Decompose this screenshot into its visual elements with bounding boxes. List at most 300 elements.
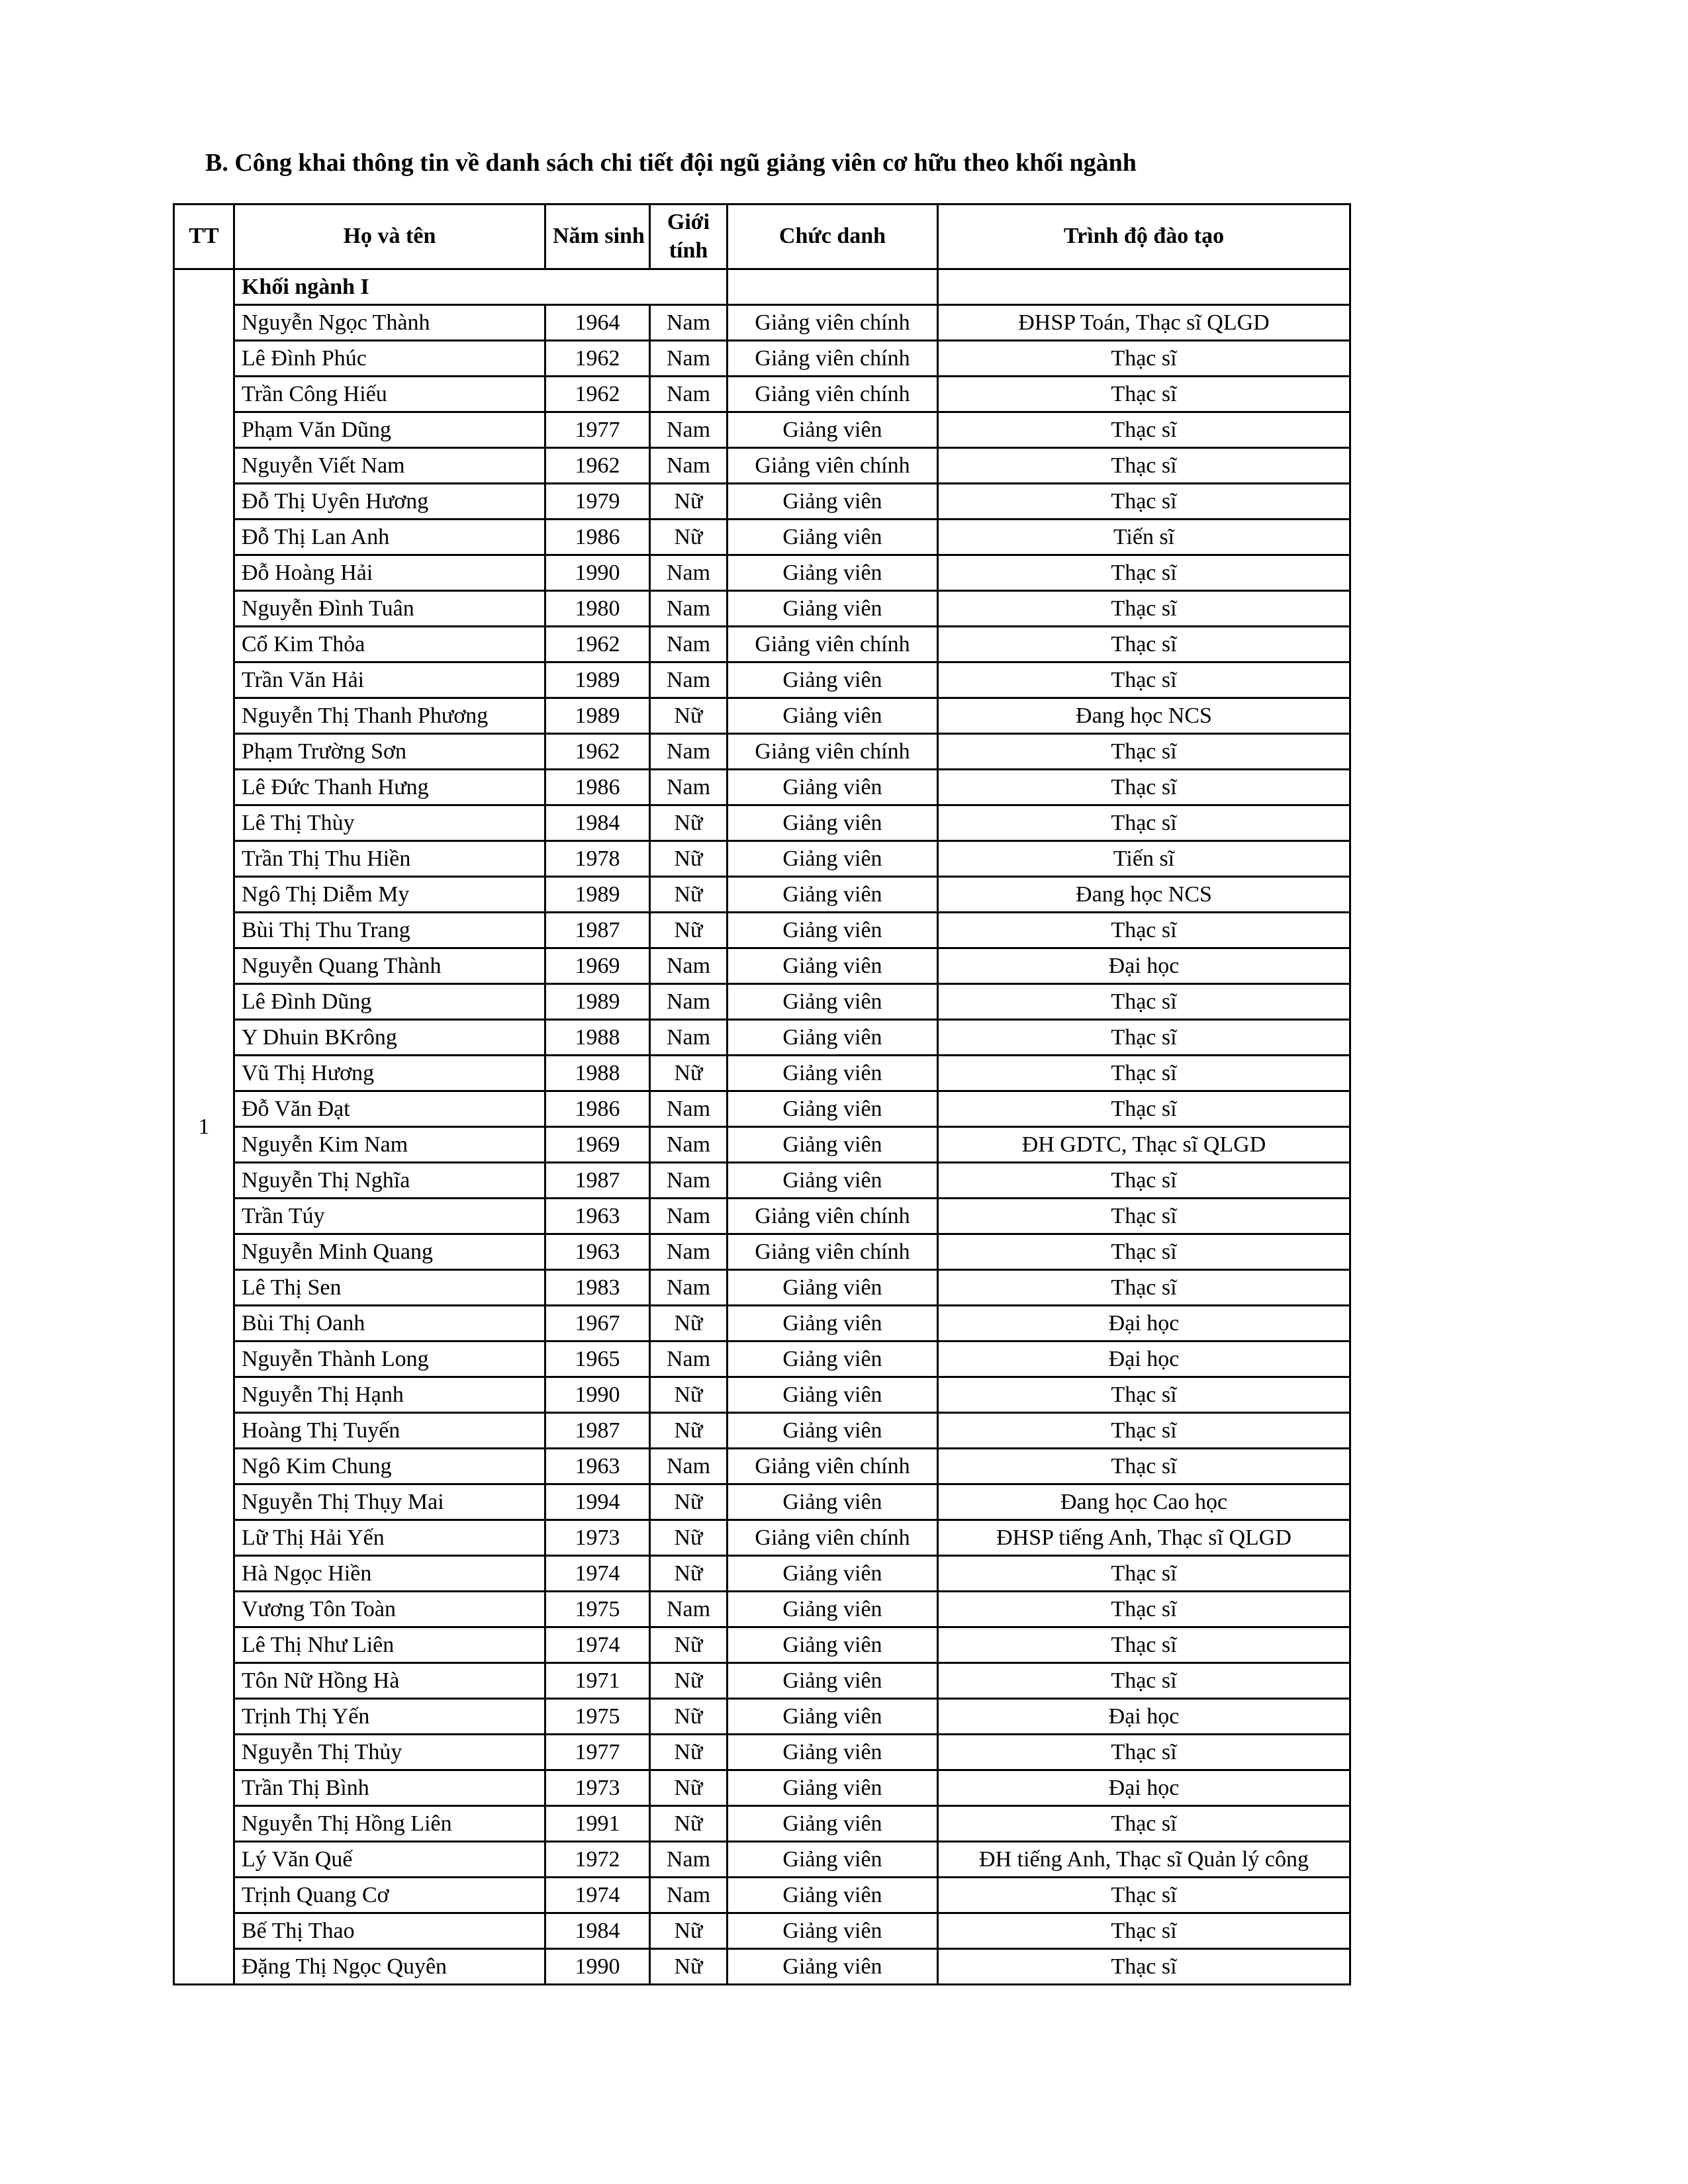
cell-job-title: Giảng viên <box>727 698 938 734</box>
cell-birth-year: 1962 <box>545 448 650 484</box>
cell-degree: Đang học NCS <box>938 698 1350 734</box>
cell-gender: Nữ <box>650 1949 727 1985</box>
cell-degree: Thạc sĩ <box>938 984 1350 1020</box>
cell-birth-year: 1989 <box>545 877 650 913</box>
cell-gender: Nam <box>650 1163 727 1199</box>
cell-birth-year: 1965 <box>545 1342 650 1377</box>
table-row <box>174 1592 1350 1627</box>
cell-gender: Nữ <box>650 1627 727 1663</box>
cell-gender: Nam <box>650 1842 727 1878</box>
cell-birth-year: 1979 <box>545 484 650 520</box>
staff-table <box>173 203 1351 1985</box>
cell-birth-year: 1990 <box>545 1949 650 1985</box>
cell-degree: ĐH tiếng Anh, Thạc sĩ Quản lý công <box>938 1842 1350 1878</box>
cell-job-title: Giảng viên chính <box>727 1520 938 1556</box>
cell-birth-year: 1980 <box>545 591 650 627</box>
cell-birth-year: 1986 <box>545 1091 650 1127</box>
cell-degree: Thạc sĩ <box>938 1556 1350 1592</box>
table-row <box>174 1556 1350 1592</box>
cell-gender: Nam <box>650 984 727 1020</box>
cell-name: Nguyễn Thị Hồng Liên <box>234 1806 545 1842</box>
cell-job-title: Giảng viên chính <box>727 305 938 341</box>
section-empty-cell <box>727 269 938 305</box>
table-row <box>174 1699 1350 1735</box>
cell-name: Nguyễn Thị Thụy Mai <box>234 1484 545 1520</box>
cell-birth-year: 1994 <box>545 1484 650 1520</box>
cell-job-title: Giảng viên chính <box>727 734 938 770</box>
table-row <box>174 1020 1350 1056</box>
section-row <box>174 269 1350 305</box>
cell-birth-year: 1987 <box>545 913 650 948</box>
cell-gender: Nữ <box>650 698 727 734</box>
cell-name: Lê Thị Thùy <box>234 805 545 841</box>
cell-gender: Nữ <box>650 1913 727 1949</box>
cell-name: Nguyễn Thị Thanh Phương <box>234 698 545 734</box>
cell-name: Lê Đình Dũng <box>234 984 545 1020</box>
cell-degree: Thạc sĩ <box>938 1020 1350 1056</box>
table-row <box>174 1878 1350 1913</box>
cell-job-title: Giảng viên <box>727 520 938 555</box>
cell-job-title: Giảng viên chính <box>727 1199 938 1234</box>
table-row <box>174 805 1350 841</box>
cell-gender: Nam <box>650 662 727 698</box>
cell-job-title: Giảng viên <box>727 1806 938 1842</box>
cell-birth-year: 1974 <box>545 1556 650 1592</box>
cell-birth-year: 1975 <box>545 1699 650 1735</box>
cell-degree: Thạc sĩ <box>938 1806 1350 1842</box>
cell-degree: Thạc sĩ <box>938 734 1350 770</box>
table-header <box>174 205 1350 269</box>
cell-name: Lê Đình Phúc <box>234 341 545 377</box>
cell-degree: Thạc sĩ <box>938 1234 1350 1270</box>
cell-birth-year: 1969 <box>545 948 650 984</box>
cell-degree: Thạc sĩ <box>938 484 1350 520</box>
table-row <box>174 1770 1350 1806</box>
cell-birth-year: 1974 <box>545 1627 650 1663</box>
cell-birth-year: 1990 <box>545 555 650 591</box>
cell-gender: Nữ <box>650 1520 727 1556</box>
cell-birth-year: 1988 <box>545 1020 650 1056</box>
cell-name: Tôn Nữ Hồng Hà <box>234 1663 545 1699</box>
header-row <box>174 205 1350 269</box>
cell-name: Nguyễn Viết Nam <box>234 448 545 484</box>
cell-gender: Nam <box>650 555 727 591</box>
table-row <box>174 1056 1350 1091</box>
cell-gender: Nữ <box>650 1484 727 1520</box>
cell-degree: Thạc sĩ <box>938 1627 1350 1663</box>
cell-name: Nguyễn Kim Nam <box>234 1127 545 1163</box>
col-header-title: Chức danh <box>727 205 938 269</box>
cell-name: Lữ Thị Hải Yến <box>234 1520 545 1556</box>
cell-job-title: Giảng viên <box>727 1306 938 1342</box>
cell-gender: Nam <box>650 1234 727 1270</box>
table-row <box>174 662 1350 698</box>
cell-gender: Nam <box>650 627 727 662</box>
cell-birth-year: 1973 <box>545 1770 650 1806</box>
table-row <box>174 591 1350 627</box>
table-row <box>174 1342 1350 1377</box>
cell-job-title: Giảng viên <box>727 591 938 627</box>
table-row <box>174 1377 1350 1413</box>
cell-gender: Nữ <box>650 841 727 877</box>
table-row <box>174 948 1350 984</box>
cell-gender: Nữ <box>650 1377 727 1413</box>
cell-job-title: Giảng viên <box>727 1699 938 1735</box>
table-row <box>174 984 1350 1020</box>
cell-birth-year: 1963 <box>545 1449 650 1484</box>
section-number: 1 <box>174 269 234 1985</box>
cell-job-title: Giảng viên chính <box>727 1449 938 1484</box>
cell-birth-year: 1975 <box>545 1592 650 1627</box>
cell-birth-year: 1977 <box>545 412 650 448</box>
cell-birth-year: 1967 <box>545 1306 650 1342</box>
cell-name: Đặng Thị Ngọc Quyên <box>234 1949 545 1985</box>
cell-job-title: Giảng viên chính <box>727 341 938 377</box>
cell-name: Đỗ Thị Uyên Hương <box>234 484 545 520</box>
cell-gender: Nam <box>650 734 727 770</box>
cell-birth-year: 1963 <box>545 1234 650 1270</box>
cell-gender: Nữ <box>650 805 727 841</box>
cell-degree: Thạc sĩ <box>938 591 1350 627</box>
table-row <box>174 305 1350 341</box>
cell-degree: Thạc sĩ <box>938 1449 1350 1484</box>
cell-job-title: Giảng viên <box>727 877 938 913</box>
cell-gender: Nam <box>650 1270 727 1306</box>
cell-job-title: Giảng viên <box>727 1163 938 1199</box>
cell-birth-year: 1983 <box>545 1270 650 1306</box>
table-row <box>174 770 1350 805</box>
cell-job-title: Giảng viên <box>727 1413 938 1449</box>
table-row <box>174 877 1350 913</box>
cell-birth-year: 1969 <box>545 1127 650 1163</box>
cell-name: Trần Văn Hải <box>234 662 545 698</box>
cell-degree: Thạc sĩ <box>938 913 1350 948</box>
cell-gender: Nam <box>650 1199 727 1234</box>
cell-gender: Nam <box>650 770 727 805</box>
cell-gender: Nam <box>650 1091 727 1127</box>
cell-degree: Thạc sĩ <box>938 1413 1350 1449</box>
cell-birth-year: 1978 <box>545 841 650 877</box>
table-row <box>174 1842 1350 1878</box>
cell-gender: Nữ <box>650 1056 727 1091</box>
cell-name: Nguyễn Ngọc Thành <box>234 305 545 341</box>
table-body <box>174 269 1350 1985</box>
cell-degree: ĐH GDTC, Thạc sĩ QLGD <box>938 1127 1350 1163</box>
cell-job-title: Giảng viên <box>727 1913 938 1949</box>
cell-name: Nguyễn Đình Tuân <box>234 591 545 627</box>
cell-job-title: Giảng viên <box>727 1842 938 1878</box>
cell-gender: Nữ <box>650 1806 727 1842</box>
table-row <box>174 698 1350 734</box>
cell-degree: Thạc sĩ <box>938 1592 1350 1627</box>
cell-name: Lê Đức Thanh Hưng <box>234 770 545 805</box>
table-row <box>174 412 1350 448</box>
cell-name: Trịnh Thị Yến <box>234 1699 545 1735</box>
table-row <box>174 1484 1350 1520</box>
cell-birth-year: 1991 <box>545 1806 650 1842</box>
table-row <box>174 520 1350 555</box>
cell-gender: Nữ <box>650 484 727 520</box>
cell-degree: Thạc sĩ <box>938 555 1350 591</box>
cell-gender: Nam <box>650 1127 727 1163</box>
table-row <box>174 734 1350 770</box>
col-header-gender-line2: tính <box>669 238 708 263</box>
table-row <box>174 1627 1350 1663</box>
cell-gender: Nam <box>650 1592 727 1627</box>
cell-name: Trần Công Hiếu <box>234 377 545 412</box>
cell-name: Trịnh Quang Cơ <box>234 1878 545 1913</box>
table-row <box>174 1913 1350 1949</box>
cell-job-title: Giảng viên <box>727 913 938 948</box>
cell-degree: ĐHSP tiếng Anh, Thạc sĩ QLGD <box>938 1520 1350 1556</box>
cell-gender: Nam <box>650 948 727 984</box>
table-row <box>174 1735 1350 1770</box>
cell-job-title: Giảng viên chính <box>727 377 938 412</box>
table-row <box>174 555 1350 591</box>
cell-degree: ĐHSP Toán, Thạc sĩ QLGD <box>938 305 1350 341</box>
cell-name: Bùi Thị Thu Trang <box>234 913 545 948</box>
table-row <box>174 1306 1350 1342</box>
cell-gender: Nữ <box>650 1556 727 1592</box>
table-row <box>174 1091 1350 1127</box>
cell-name: Nguyễn Thị Thủy <box>234 1735 545 1770</box>
cell-name: Cổ Kim Thỏa <box>234 627 545 662</box>
cell-birth-year: 1989 <box>545 698 650 734</box>
cell-name: Đỗ Văn Đạt <box>234 1091 545 1127</box>
cell-name: Nguyễn Thị Hạnh <box>234 1377 545 1413</box>
cell-degree: Thạc sĩ <box>938 412 1350 448</box>
table-row <box>174 841 1350 877</box>
cell-gender: Nam <box>650 1342 727 1377</box>
cell-name: Lê Thị Như Liên <box>234 1627 545 1663</box>
table-row <box>174 1234 1350 1270</box>
cell-degree: Thạc sĩ <box>938 627 1350 662</box>
cell-degree: Thạc sĩ <box>938 448 1350 484</box>
page-heading: B. Công khai thông tin về danh sách chi tiết đội ngũ giảng viên cơ hữu theo khối ngành <box>205 149 1137 177</box>
cell-name: Hoàng Thị Tuyến <box>234 1413 545 1449</box>
cell-gender: Nữ <box>650 1770 727 1806</box>
cell-birth-year: 1962 <box>545 734 650 770</box>
cell-job-title: Giảng viên <box>727 1556 938 1592</box>
cell-job-title: Giảng viên <box>727 1770 938 1806</box>
cell-degree: Thạc sĩ <box>938 1091 1350 1127</box>
cell-birth-year: 1973 <box>545 1520 650 1556</box>
cell-job-title: Giảng viên <box>727 1484 938 1520</box>
cell-job-title: Giảng viên <box>727 555 938 591</box>
cell-job-title: Giảng viên <box>727 1377 938 1413</box>
cell-birth-year: 1977 <box>545 1735 650 1770</box>
cell-job-title: Giảng viên <box>727 662 938 698</box>
cell-birth-year: 1962 <box>545 341 650 377</box>
cell-name: Trần Thị Bình <box>234 1770 545 1806</box>
cell-name: Vũ Thị Hương <box>234 1056 545 1091</box>
cell-birth-year: 1962 <box>545 377 650 412</box>
cell-name: Ngô Kim Chung <box>234 1449 545 1484</box>
cell-gender: Nữ <box>650 1413 727 1449</box>
cell-degree: Thạc sĩ <box>938 341 1350 377</box>
cell-name: Y Dhuin BKrông <box>234 1020 545 1056</box>
cell-gender: Nam <box>650 412 727 448</box>
cell-gender: Nam <box>650 591 727 627</box>
cell-degree: Thạc sĩ <box>938 1377 1350 1413</box>
col-header-gender <box>650 205 727 269</box>
cell-job-title: Giảng viên <box>727 412 938 448</box>
col-header-tt: TT <box>174 205 234 269</box>
cell-gender: Nam <box>650 1878 727 1913</box>
cell-job-title: Giảng viên <box>727 1735 938 1770</box>
cell-job-title: Giảng viên <box>727 1127 938 1163</box>
cell-gender: Nam <box>650 1449 727 1484</box>
cell-name: Nguyễn Quang Thành <box>234 948 545 984</box>
cell-degree: Đại học <box>938 1770 1350 1806</box>
cell-job-title: Giảng viên chính <box>727 1234 938 1270</box>
col-header-gender-line1: Giới <box>667 210 710 234</box>
cell-job-title: Giảng viên <box>727 1020 938 1056</box>
col-header-name: Họ và tên <box>234 205 545 269</box>
cell-name: Trần Thị Thu Hiền <box>234 841 545 877</box>
cell-name: Nguyễn Minh Quang <box>234 1234 545 1270</box>
col-header-year: Năm sinh <box>545 205 650 269</box>
cell-job-title: Giảng viên <box>727 1627 938 1663</box>
cell-name: Lý Văn Quế <box>234 1842 545 1878</box>
cell-degree: Đang học Cao học <box>938 1484 1350 1520</box>
cell-job-title: Giảng viên <box>727 1342 938 1377</box>
cell-birth-year: 1984 <box>545 805 650 841</box>
table-row <box>174 913 1350 948</box>
cell-name: Phạm Văn Dũng <box>234 412 545 448</box>
cell-name: Nguyễn Thị Nghĩa <box>234 1163 545 1199</box>
cell-gender: Nữ <box>650 1663 727 1699</box>
table-row <box>174 1163 1350 1199</box>
table-row <box>174 1949 1350 1985</box>
cell-job-title: Giảng viên <box>727 805 938 841</box>
cell-gender: Nam <box>650 377 727 412</box>
cell-gender: Nam <box>650 341 727 377</box>
cell-birth-year: 1987 <box>545 1413 650 1449</box>
cell-degree: Thạc sĩ <box>938 1163 1350 1199</box>
table-row <box>174 1199 1350 1234</box>
cell-job-title: Giảng viên <box>727 1270 938 1306</box>
cell-gender: Nam <box>650 1020 727 1056</box>
table-row <box>174 1270 1350 1306</box>
table-row <box>174 377 1350 412</box>
cell-degree: Tiến sĩ <box>938 841 1350 877</box>
table-row <box>174 1806 1350 1842</box>
cell-name: Ngô Thị Diễm My <box>234 877 545 913</box>
cell-birth-year: 1989 <box>545 662 650 698</box>
cell-job-title: Giảng viên <box>727 1592 938 1627</box>
col-header-degree: Trình độ đào tạo <box>938 205 1350 269</box>
cell-degree: Đại học <box>938 1699 1350 1735</box>
cell-birth-year: 1988 <box>545 1056 650 1091</box>
cell-gender: Nữ <box>650 520 727 555</box>
cell-degree: Thạc sĩ <box>938 1199 1350 1234</box>
cell-job-title: Giảng viên <box>727 1091 938 1127</box>
table-row <box>174 1413 1350 1449</box>
cell-birth-year: 1971 <box>545 1663 650 1699</box>
cell-gender: Nữ <box>650 1735 727 1770</box>
cell-name: Đỗ Thị Lan Anh <box>234 520 545 555</box>
cell-job-title: Giảng viên <box>727 1878 938 1913</box>
cell-degree: Đại học <box>938 1342 1350 1377</box>
cell-name: Vương Tôn Toàn <box>234 1592 545 1627</box>
table-row <box>174 1663 1350 1699</box>
cell-gender: Nam <box>650 448 727 484</box>
cell-birth-year: 1963 <box>545 1199 650 1234</box>
cell-birth-year: 1972 <box>545 1842 650 1878</box>
cell-degree: Thạc sĩ <box>938 1913 1350 1949</box>
cell-name: Hà Ngọc Hiền <box>234 1556 545 1592</box>
cell-birth-year: 1984 <box>545 1913 650 1949</box>
cell-birth-year: 1990 <box>545 1377 650 1413</box>
section-empty-cell <box>938 269 1350 305</box>
cell-name: Bế Thị Thao <box>234 1913 545 1949</box>
cell-birth-year: 1964 <box>545 305 650 341</box>
staff-table-container <box>173 203 1349 1985</box>
cell-degree: Đại học <box>938 948 1350 984</box>
cell-gender: Nữ <box>650 1699 727 1735</box>
cell-job-title: Giảng viên <box>727 484 938 520</box>
cell-gender: Nữ <box>650 877 727 913</box>
cell-degree: Thạc sĩ <box>938 1949 1350 1985</box>
cell-job-title: Giảng viên <box>727 984 938 1020</box>
cell-name: Đỗ Hoàng Hải <box>234 555 545 591</box>
cell-degree: Tiến sĩ <box>938 520 1350 555</box>
table-row <box>174 484 1350 520</box>
cell-job-title: Giảng viên <box>727 841 938 877</box>
cell-job-title: Giảng viên <box>727 770 938 805</box>
cell-gender: Nữ <box>650 1306 727 1342</box>
cell-degree: Thạc sĩ <box>938 770 1350 805</box>
cell-birth-year: 1974 <box>545 1878 650 1913</box>
cell-job-title: Giảng viên <box>727 1663 938 1699</box>
section-label: Khối ngành I <box>234 269 727 305</box>
cell-degree: Đang học NCS <box>938 877 1350 913</box>
cell-degree: Thạc sĩ <box>938 1270 1350 1306</box>
cell-name: Lê Thị Sen <box>234 1270 545 1306</box>
cell-degree: Đại học <box>938 1306 1350 1342</box>
table-row <box>174 341 1350 377</box>
cell-job-title: Giảng viên <box>727 948 938 984</box>
cell-degree: Thạc sĩ <box>938 805 1350 841</box>
cell-birth-year: 1989 <box>545 984 650 1020</box>
table-row <box>174 1520 1350 1556</box>
cell-degree: Thạc sĩ <box>938 1878 1350 1913</box>
table-row <box>174 1127 1350 1163</box>
table-row <box>174 627 1350 662</box>
cell-degree: Thạc sĩ <box>938 1735 1350 1770</box>
table-row <box>174 1449 1350 1484</box>
cell-job-title: Giảng viên <box>727 1949 938 1985</box>
cell-birth-year: 1986 <box>545 520 650 555</box>
cell-name: Nguyễn Thành Long <box>234 1342 545 1377</box>
cell-birth-year: 1986 <box>545 770 650 805</box>
cell-degree: Thạc sĩ <box>938 662 1350 698</box>
cell-degree: Thạc sĩ <box>938 377 1350 412</box>
cell-gender: Nam <box>650 305 727 341</box>
cell-job-title: Giảng viên chính <box>727 627 938 662</box>
table-row <box>174 448 1350 484</box>
cell-name: Trần Túy <box>234 1199 545 1234</box>
cell-job-title: Giảng viên chính <box>727 448 938 484</box>
cell-job-title: Giảng viên <box>727 1056 938 1091</box>
cell-birth-year: 1962 <box>545 627 650 662</box>
cell-degree: Thạc sĩ <box>938 1056 1350 1091</box>
cell-name: Phạm Trường Sơn <box>234 734 545 770</box>
cell-degree: Thạc sĩ <box>938 1663 1350 1699</box>
cell-gender: Nữ <box>650 913 727 948</box>
cell-name: Bùi Thị Oanh <box>234 1306 545 1342</box>
